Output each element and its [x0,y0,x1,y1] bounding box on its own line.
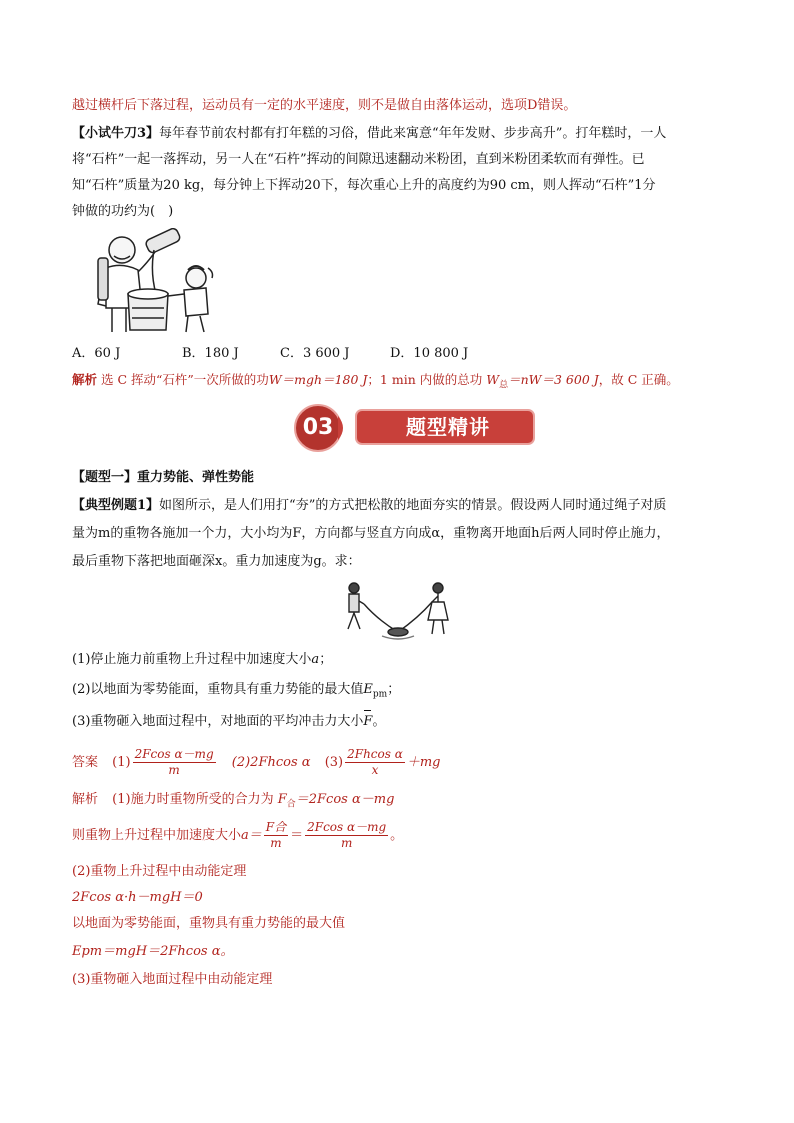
answer-part-2: (2)2Fhcos α [231,755,311,770]
analysis-eq-1: W＝mgh＝180 J [268,372,368,387]
solution-fraction-2-num: 2Fcos α－mg [307,820,387,834]
solution-line-2 [72,818,734,854]
sub-question-2-text: (2)以地面为零势能面，重物具有重力势能的最大值 [72,682,364,697]
analysis-eq-2a: W [486,372,500,387]
sub-question-1-end: ； [319,652,333,667]
answer-part-1: (1) [112,755,131,770]
sub-question-1 [72,650,734,670]
solution-var-1: F [277,792,287,807]
solution-sub-1: 合 [286,799,296,810]
analysis-text-2: ；1 min 内做的总功 [367,372,483,387]
solution-line-6: Epm＝mgH＝2Fhcos α。 [72,944,234,959]
solution-eq-sign: ＝ [290,828,304,843]
example-1-line-1 [72,496,734,516]
solution-fraction-2-den: m [340,836,353,850]
answer-fraction-3-den: x [371,763,379,777]
section-number: 03 [302,415,334,440]
tamping-illustration [342,580,454,640]
solution-var-2: a＝ [241,828,262,843]
solution-eq-1: ＝2Fcos α－mg [295,792,395,807]
example-1-line-3: 最后重物下落把地面砸深x。重力加速度为g。求： [72,554,361,569]
answer-line [72,746,734,780]
answer-fraction-1-den: m [168,763,180,777]
solution-fraction-1-num: F合 [265,820,287,834]
analysis-text-3: ，故 C 正确。 [598,372,679,387]
analysis-eq-2-sub: 总 [499,380,509,391]
answer-fraction-3 [345,747,405,778]
solution-line-4: 2Fcos α·h－mgH＝0 [72,890,203,905]
sub-question-3-var: F [363,712,372,732]
sub-question-3-end: 。 [372,714,386,729]
solution-end-2: 。 [390,828,404,843]
sub-question-2-sub: pm [372,689,388,700]
solution-line-1 [72,790,734,815]
option-c[interactable]: C．3 600 J [280,346,350,361]
answer-part-3b: ＋mg [406,755,441,770]
option-b[interactable]: B．180 J [182,346,239,361]
section-title: 题型精讲 [406,415,490,439]
answer-fraction-3-num: 2Fhcos α [347,747,403,761]
sub-question-2-end: ； [387,682,401,697]
analysis-label: 解析 [72,372,98,387]
analysis-eq-2b: ＝nW＝3 600 J [508,372,599,387]
sub-question-3 [72,712,734,732]
solution-line-3: (2)重物上升过程中由动能定理 [72,864,247,879]
question-3-line-1 [72,124,734,144]
sub-question-1-var: a [311,652,320,667]
solution-text-1: (1)施力时重物所受的合力为 [112,792,274,807]
option-a[interactable]: A．60 J [72,346,121,361]
question-3-line-2: 将“石杵”一起一落挥动，另一人在“石杵”挥动的间隙迅速翻动米粉团，直到米粉团柔软而有弹性。已 [72,152,645,167]
answer-options [72,344,712,364]
answer-fraction-1 [133,747,216,778]
section-banner [288,404,538,452]
question-3-line-3: 知“石杵”质量为20 kg，每分钟上下挥动20下，每次重心上升的高度约为90 cm，则人挥动“石杵”1分 [72,178,656,193]
solution-line-7: (3)重物砸入地面过程中由动能定理 [72,972,273,987]
solution-line-5: 以地面为零势能面，重物具有重力势能的最大值 [72,916,346,931]
solution-fraction-1-den: m [270,836,282,850]
question-3-text-1: 每年春节前农村都有打年糕的习俗，借此来寓意“年年发财、步步高升”。打年糕时，一人 [159,126,667,141]
question-3-line-4: 钟做的功约为( ) [72,204,174,219]
solution-label: 解析 [72,792,99,807]
sub-question-3-text: (3)重物砸入地面过程中，对地面的平均冲击力大小 [72,714,364,729]
solution-text-2: 则重物上升过程中加速度大小 [72,828,242,843]
example-1-text-1: 如图所示，是人们用打“夯”的方式把松散的地面夯实的情景。假设两人同时通过绳子对质 [159,498,667,513]
option-d[interactable]: D．10 800 J [390,346,469,361]
question-3-tag: 【小试牛刀3】 [72,126,160,141]
question-3-analysis [72,370,734,396]
analysis-text-1: 挥动“石杵”一次所做的功 [131,372,269,387]
type-1-heading: 【题型一】重力势能、弹性势能 [72,470,255,485]
sub-question-2 [72,680,734,705]
prev-analysis-end: 越过横杆后下落过程，运动员有一定的水平速度，则不是做自由落体运动，选项D错误。 [72,98,577,113]
analysis-pick: 选 C [101,372,128,387]
sub-question-2-var: E [363,682,373,697]
solution-fraction-2 [305,820,388,851]
sub-question-1-text: (1)停止施力前重物上升过程中加速度大小 [72,652,312,667]
answer-fraction-1-num: 2Fcos α－mg [134,747,214,761]
solution-fraction-1 [264,820,288,851]
rice-cake-pounding-illustration [92,228,222,336]
example-1-tag: 【典型例题1】 [72,498,160,513]
example-1-line-2: 量为m的重物各施加一个力，大小均为F，方向都与竖直方向成α，重物离开地面h后两人同时停止施力， [72,526,670,541]
answer-label: 答案 [72,755,99,770]
answer-part-3: (3) [324,755,344,770]
